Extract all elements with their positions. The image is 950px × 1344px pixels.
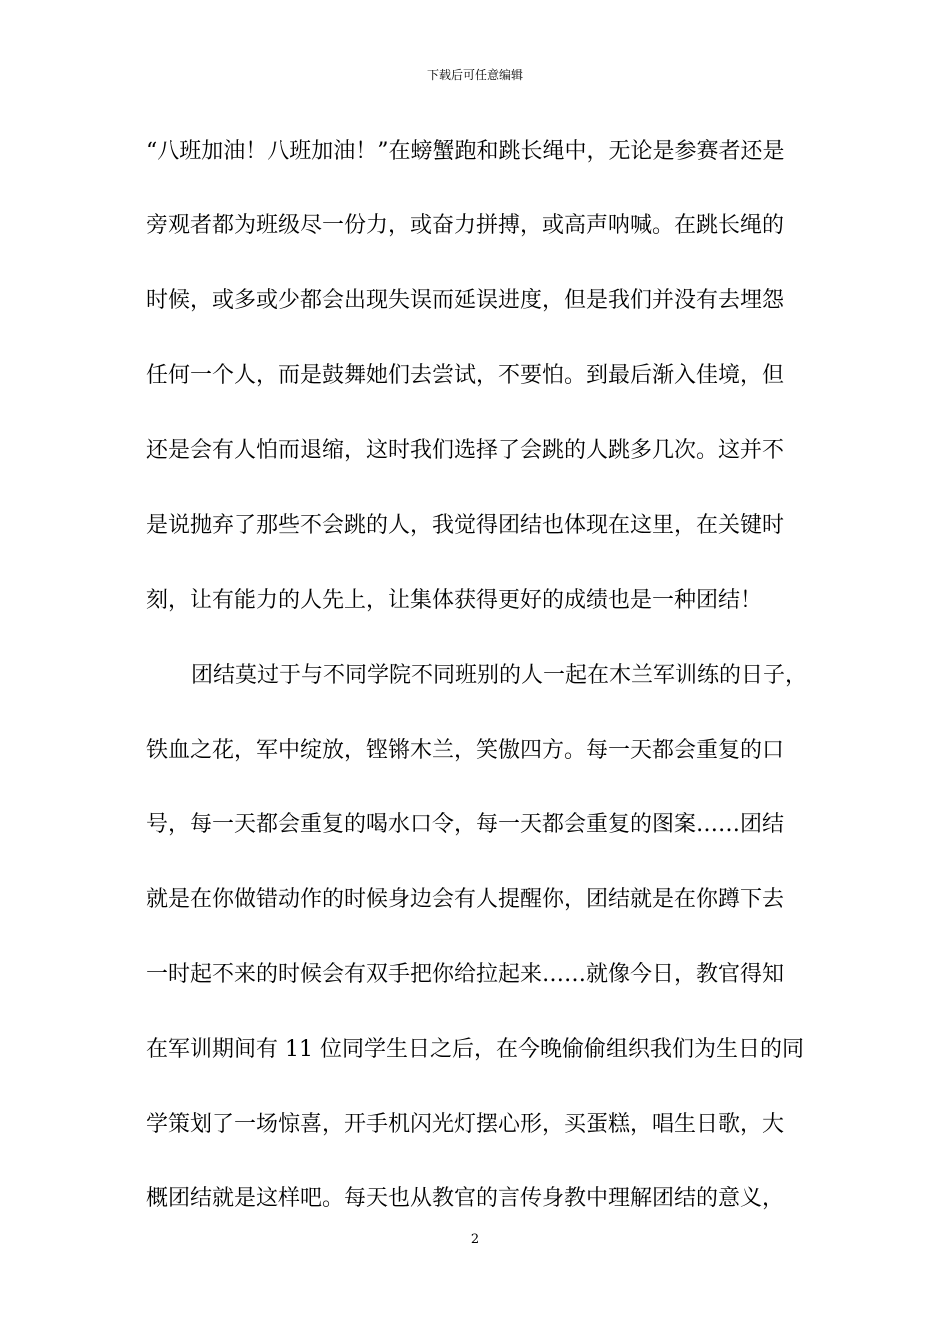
text-line: 学策划了一场惊喜，开手机闪光灯摆心形，买蛋糕，唱生日歌，大	[146, 1112, 785, 1137]
text-line: 时候，或多或少都会出现失误而延误进度，但是我们并没有去埋怨	[146, 288, 785, 313]
text-line: 概团结就是这样吧。每天也从教官的言传身教中理解团结的意义，	[146, 1186, 785, 1211]
text-line: 号，每一天都会重复的喝水口令，每一天都会重复的图案……团结	[146, 812, 785, 837]
text-line: 还是会有人怕而退缩，这时我们选择了会跳的人跳多几次。这并不	[146, 438, 785, 463]
text-line: 旁观者都为班级尽一份力，或奋力拼搏，或高声呐喊。在跳长绳的	[146, 213, 785, 238]
text-line: 就是在你做错动作的时候身边会有人提醒你，团结就是在你蹲下去	[146, 887, 785, 912]
text-line: 铁血之花，军中绽放，铿锵木兰，笑傲四方。每一天都会重复的口	[146, 738, 785, 763]
page-header: 下载后可任意编辑	[426, 68, 523, 82]
text-line: 任何一个人，而是鼓舞她们去尝试，不要怕。到最后渐入佳境，但	[146, 363, 785, 388]
text-line: 在军训期间有 11 位同学生日之后，在今晚偷偷组织我们为生日的同	[146, 1037, 804, 1062]
page-number: 2	[470, 1232, 480, 1247]
text-line: “八班加油！八班加油！”在螃蟹跑和跳长绳中，无论是参赛者还是	[146, 139, 785, 164]
text-line-indented: 团结莫过于与不同学院不同班别的人一起在木兰军训练的日子，	[191, 663, 808, 688]
text-line: 是说抛弃了那些不会跳的人，我觉得团结也体现在这里，在关键时	[146, 513, 785, 538]
text-line: 刻，让有能力的人先上，让集体获得更好的成绩也是一种团结！	[146, 588, 763, 613]
text-line: 一时起不来的时候会有双手把你给拉起来……就像今日，教官得知	[146, 962, 785, 987]
